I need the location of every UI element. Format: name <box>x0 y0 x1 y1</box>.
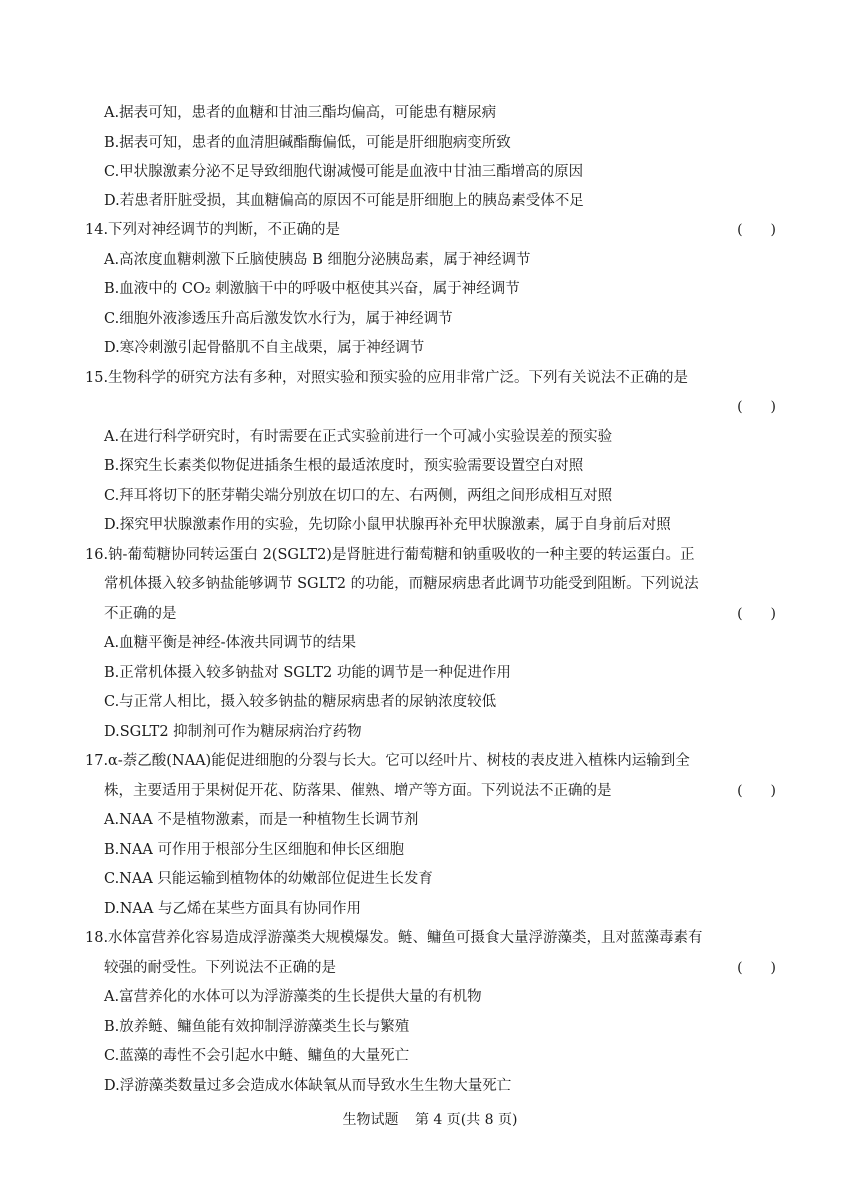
q18-option-c: C.蓝藻的毒性不会引起水中鲢、鳙鱼的大量死亡 <box>104 1048 410 1064</box>
q17-stem-line2: 株，主要适用于果树促开花、防落果、催熟、增产等方面。下列说法不正确的是 ( ) <box>0 778 860 804</box>
q18-option-a: A.富营养化的水体可以为浮游藻类的生长提供大量的有机物 <box>104 989 482 1005</box>
q14-option-b: B.血液中的 CO₂ 刺激脑干中的呼吸中枢使其兴奋，属于神经调节 <box>104 281 520 297</box>
answer-bracket: ( ) <box>737 960 776 976</box>
q18-stem-line2: 较强的耐受性。下列说法不正确的是 ( ) <box>0 955 860 981</box>
q14-stem: 14.下列对神经调节的判断，不正确的是 ( ) <box>0 217 860 243</box>
q13-option-d: D.若患者肝脏受损，其血糖偏高的原因不可能是肝细胞上的胰岛素受体不足 <box>104 193 584 209</box>
q16-option-b: B.正常机体摄入较多钠盐对 SGLT2 功能的调节是一种促进作用 <box>104 665 511 681</box>
page-footer <box>0 1108 860 1132</box>
footer-page-number: 第 4 页(共 8 页) <box>414 1112 518 1128</box>
answer-bracket: ( ) <box>737 222 776 238</box>
answer-bracket: ( ) <box>737 783 776 799</box>
q15-bracket-line <box>0 394 860 420</box>
q18-option-b: B.放养鲢、鳙鱼能有效抑制浮游藻类生长与繁殖 <box>104 1019 410 1035</box>
q18-option-d: D.浮游藻类数量过多会造成水体缺氧从而导致水生生物大量死亡 <box>104 1078 512 1094</box>
q17-option-a: A.NAA 不是植物激素，而是一种植物生长调节剂 <box>104 812 419 828</box>
footer-subject: 生物试题 <box>342 1112 399 1128</box>
q14-option-a: A.高浓度血糖刺激下丘脑使胰岛 B 细胞分泌胰岛素，属于神经调节 <box>104 252 531 268</box>
q17-option-b: B.NAA 可作用于根部分生区细胞和伸长区细胞 <box>104 842 405 858</box>
q15-option-c: C.拜耳将切下的胚芽鞘尖端分别放在切口的左、右两侧，两组之间形成相互对照 <box>104 488 613 504</box>
answer-bracket: ( ) <box>737 606 776 622</box>
q15-stem: 15.生物科学的研究方法有多种，对照实验和预实验的应用非常广泛。下列有关说法不正确的是 <box>85 370 689 386</box>
q15-option-d: D.探究甲状腺激素作用的实验，先切除小鼠甲状腺再补充甲状腺激素，属于自身前后对照 <box>104 517 671 533</box>
q17-option-c: C.NAA 只能运输到植物体的幼嫩部位促进生长发育 <box>104 871 433 887</box>
q13-option-a: A.据表可知，患者的血糖和甘油三酯均偏高，可能患有糖尿病 <box>104 105 497 121</box>
q17-option-d: D.NAA 与乙烯在某些方面具有协同作用 <box>104 901 361 917</box>
q15-option-b: B.探究生长素类似物促进插条生根的最适浓度时，预实验需要设置空白对照 <box>104 458 584 474</box>
q16-option-c: C.与正常人相比，摄入较多钠盐的糖尿病患者的尿钠浓度较低 <box>104 694 497 710</box>
q13-option-c: C.甲状腺激素分泌不足导致细胞代谢减慢可能是血液中甘油三酯增高的原因 <box>104 164 584 180</box>
q16-stem-line3: 不正确的是 ( ) <box>0 601 860 627</box>
q16-option-a: A.血糖平衡是神经-体液共同调节的结果 <box>104 635 356 651</box>
q16-stem-line1: 16.钠-葡萄糖协同转运蛋白 2(SGLT2)是肾脏进行葡萄糖和钠重吸收的一种主要的转运蛋白。正 <box>85 547 695 563</box>
q15-option-a: A.在进行科学研究时，有时需要在正式实验前进行一个可减小实验误差的预实验 <box>104 429 613 445</box>
q18-stem-line1: 18.水体富营养化容易造成浮游藻类大规模爆发。鲢、鳙鱼可摄食大量浮游藻类，且对蓝藻毒素有 <box>85 930 703 946</box>
q13-option-b: B.据表可知，患者的血清胆碱酯酶偏低，可能是肝细胞病变所致 <box>104 135 511 151</box>
q17-stem-line1: 17.α-萘乙酸(NAA)能促进细胞的分裂与长大。它可以经叶片、树枝的表皮进入植株内运输到全 <box>85 753 690 769</box>
q16-option-d: D.SGLT2 抑制剂可作为糖尿病治疗药物 <box>104 724 362 740</box>
q14-option-c: C.细胞外液渗透压升高后激发饮水行为，属于神经调节 <box>104 311 453 327</box>
answer-bracket: ( ) <box>737 399 776 415</box>
q16-stem-line2: 常机体摄入较多钠盐能够调节 SGLT2 的功能，而糖尿病患者此调节功能受到阻断。下列说法 <box>104 576 699 592</box>
q14-option-d: D.寒冷刺激引起骨骼肌不自主战栗，属于神经调节 <box>104 340 425 356</box>
